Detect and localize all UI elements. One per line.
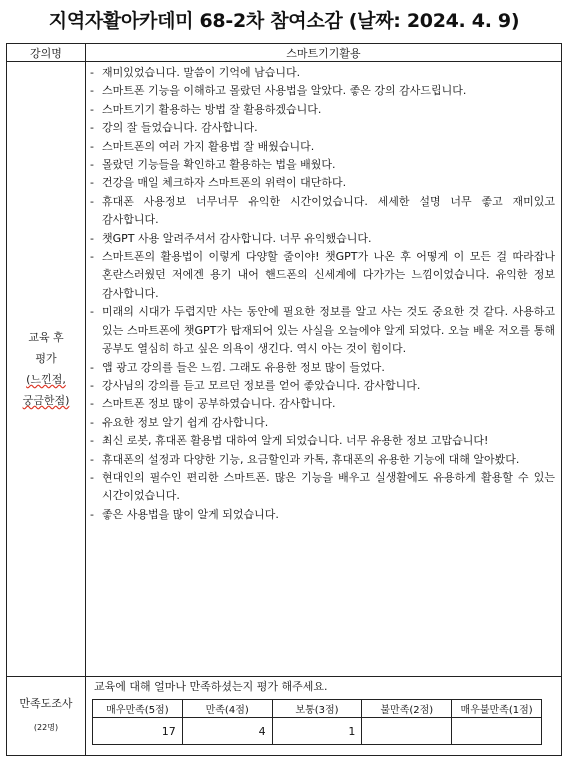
scale-values-row [93,718,542,745]
header-row [7,44,562,62]
header-lecture-label: 강의명 [7,44,86,62]
feedback-item: - 스마트폰 기능을 이해하고 몰랐던 사용법을 알았다. 좋은 강의 감사드립니다. [90,82,555,100]
feedback-item: - 스마트폰 정보 많이 공부하였습니다. 감사합니다. [90,395,555,413]
value-satisfied: 4 [182,718,272,745]
evaluation-label-cell [7,62,86,677]
feedback-item: - 휴대폰 사용정보 너무너무 유익한 시간이었습니다. 세세한 설명 너무 좋고 재미있고 감사합니다. [90,193,555,230]
evaluation-label-3: (느낀점, [26,373,66,386]
feedback-item: - 좋은 사용법을 많이 알게 되었습니다. [90,506,555,524]
satisfaction-row [7,677,562,756]
feedback-item: - 재미있었습니다. 말씀이 기억에 남습니다. [90,64,555,82]
scale-header-row [93,700,542,718]
feedback-item: - 미래의 시대가 두렵지만 사는 동안에 필요한 정보를 알고 사는 것도 중요한 것 같다. 사용하고 있는 스마트폰에 챗GPT가 탑재되어 있는 사실을 오늘에야 알게 되었다. 오늘 배운 저오를 통해 공부도 열심히 하고 싶은 의욕이 생긴다. 역시 아는 것이 힘이다. [90,303,555,358]
feedback-item: - 유요한 정보 알기 쉽게 감사합니다. [90,414,555,432]
feedback-item: - 현대인의 필수인 편리한 스마트폰. 많은 기능을 배우고 실생활에도 유용하게 활용할 수 있는 시간이었습니다. [90,469,555,506]
feedback-item: - 챗GPT 사용 알려주셔서 감사합니다. 너무 유익했습니다. [90,230,555,248]
feedback-item: - 최신 로봇, 휴대폰 활용법 대하여 알게 되었습니다. 너무 유용한 정보 고맙습니다! [90,432,555,450]
value-dissatisfied [362,718,452,745]
page-title: 지역자활아카데미 68-2차 참여소감 (날짜: 2024. 4. 9) [48,10,520,32]
feedback-item: - 스마트기기 활용하는 방법 잘 활용하겠습니다. [90,101,555,119]
feedback-list [86,62,561,524]
feedback-item: - 건강을 매일 체크하자 스마트폰의 위력이 대단하다. [90,174,555,192]
survey-table [6,43,562,756]
scale-neutral: 보통(3점) [272,700,362,718]
feedback-item: - 강사님의 강의를 듣고 모르던 정보를 얻어 좋았습니다. 감사합니다. [90,377,555,395]
feedback-item: - 스마트폰의 활용법이 이렇게 다양할 줄이야! 챗GPT가 나온 후 어떻게 이 모든 걸 따라잡나 혼란스러웠던 저에겐 용기 내어 핸드폰의 신세계에 다가가는 느낌이었습니다. 유익한 정보 감사합니다. [90,248,555,303]
value-very-dissatisfied [452,718,542,745]
feedback-item: - 강의 잘 들었습니다. 감사합니다. [90,119,555,137]
feedback-item: - 휴대폰의 설정과 다양한 기능, 요금할인과 카톡, 휴대폰의 유용한 기능에 대해 알아봤다. [90,451,555,469]
evaluation-row [7,62,562,677]
evaluation-content-cell [86,62,562,677]
respondent-count: (22명) [33,723,59,732]
satisfaction-question: 교육에 대해 얼마나 만족하셨는지 평가 해주세요. [94,680,328,693]
evaluation-label-1: 교육 후 [28,331,64,344]
value-very-satisfied: 17 [93,718,183,745]
satisfaction-label-cell [7,677,86,756]
header-lecture-name: 스마트기기활용 [86,44,562,62]
scale-dissatisfied: 불만족(2점) [362,700,452,718]
value-neutral: 1 [272,718,362,745]
satisfaction-content-cell [86,677,562,756]
scale-very-dissatisfied: 매우불만족(1점) [452,700,542,718]
evaluation-label-4: 궁금한점) [22,394,70,407]
satisfaction-scale-table [92,699,542,745]
evaluation-label-2: 평가 [35,352,57,365]
feedback-item: - 스마트폰의 여러 가지 활용법 잘 배웠습니다. [90,138,555,156]
feedback-item: - 앱 광고 강의를 들은 느낌. 그래도 유용한 정보 많이 들었다. [90,359,555,377]
feedback-item: - 몰랐던 기능들을 확인하고 활용하는 법을 배웠다. [90,156,555,174]
satisfaction-label: 만족도조사 [19,697,73,710]
scale-very-satisfied: 매우만족(5점) [93,700,183,718]
scale-satisfied: 만족(4점) [182,700,272,718]
